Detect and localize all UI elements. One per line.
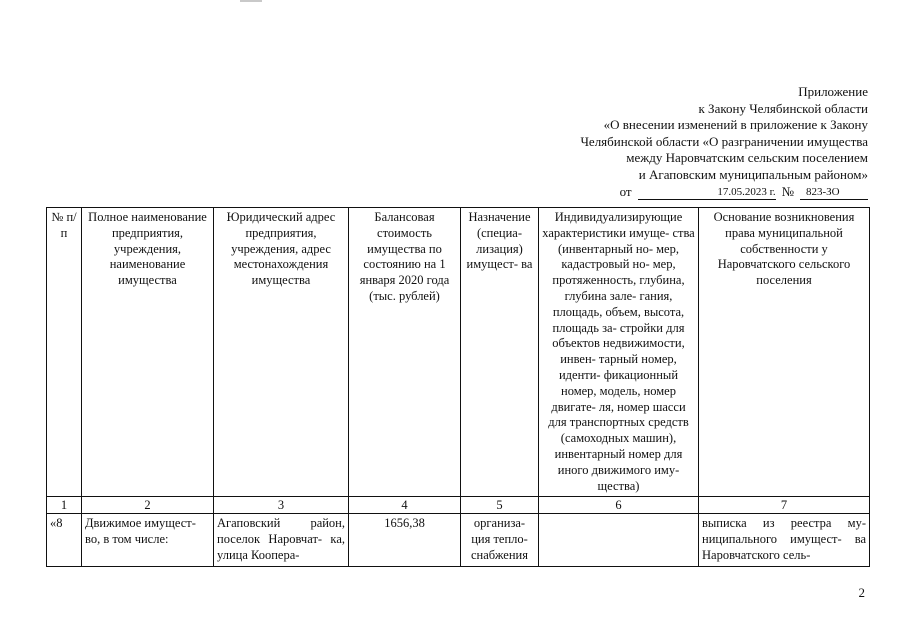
law-number: 823-ЗО (800, 186, 868, 200)
row-characteristics (539, 514, 699, 566)
header-cell-characteristics: Индивидуализирующие характеристики имуще- ства (инвентарный но- мер, кадастровый но- мер, протяженность, глубина, глубина зале- гания, площадь, объем, высота, площадь за- стройки для объектов недвижимости, инвен- тарный номер, иденти- фикационный номер, модель, номер двигате- ля, номер шасси для транспортных средств (самоходных машин), инвентарный номер для иного движимого иму- щества) (539, 208, 699, 497)
law-date: 17.05.2023 г. (638, 186, 776, 200)
header-line: и Агаповским муниципальным районом» (638, 166, 868, 182)
header-cell-purpose: Назначение (специа- лизация) имущест- ва (461, 208, 539, 497)
table-header-row (47, 208, 870, 497)
column-number: 2 (82, 497, 214, 514)
law-date-number-line (508, 184, 868, 201)
number-label: № (781, 183, 794, 199)
row-name: Движимое имущест- во, в том числе: (82, 514, 214, 566)
scan-artifact (240, 0, 262, 2)
header-cell-basis: Основание возникновения права муниципальной собственности у Наровчатского сельского поселения (699, 208, 870, 497)
header-cell-address: Юридический адрес предприятия, учреждения, адрес местонахождения имущества (214, 208, 349, 497)
row-value: 1656,38 (349, 514, 461, 566)
row-address: Агаповский район, поселок Наровчат- ка, улица Коопера- (214, 514, 349, 566)
table-row (47, 514, 870, 566)
from-label: от (619, 183, 632, 199)
header-line: к Закону Челябинской области (698, 100, 868, 116)
column-number: 6 (539, 497, 699, 514)
header-line: между Наровчатским сельским поселением (626, 150, 868, 166)
column-number: 7 (699, 497, 870, 514)
row-basis: выписка из реестра му- ниципального имущест- ва Наровчатского сель- (699, 514, 870, 566)
column-number: 5 (461, 497, 539, 514)
row-purpose: организа- ция тепло- снабжения (461, 514, 539, 566)
column-number: 1 (47, 497, 82, 514)
header-cell-value: Балансовая стоимость имущества по состоянию на 1 января 2020 года (тыс. рублей) (349, 208, 461, 497)
header-line: Приложение (798, 84, 868, 99)
page-number: 2 (858, 585, 865, 600)
header-cell-name: Полное наименование предприятия, учреждения, наименование имущества (82, 208, 214, 497)
row-index: «8 (47, 514, 82, 566)
column-number: 3 (214, 497, 349, 514)
appendix-header (508, 84, 868, 200)
column-number-row (47, 497, 870, 514)
header-line: «О внесении изменений в приложение к Закону (603, 117, 868, 133)
header-cell-index: № п/п (47, 208, 82, 497)
header-line: Челябинской области «О разграничении имущества (580, 133, 868, 149)
property-registry-table (46, 207, 870, 567)
column-number: 4 (349, 497, 461, 514)
